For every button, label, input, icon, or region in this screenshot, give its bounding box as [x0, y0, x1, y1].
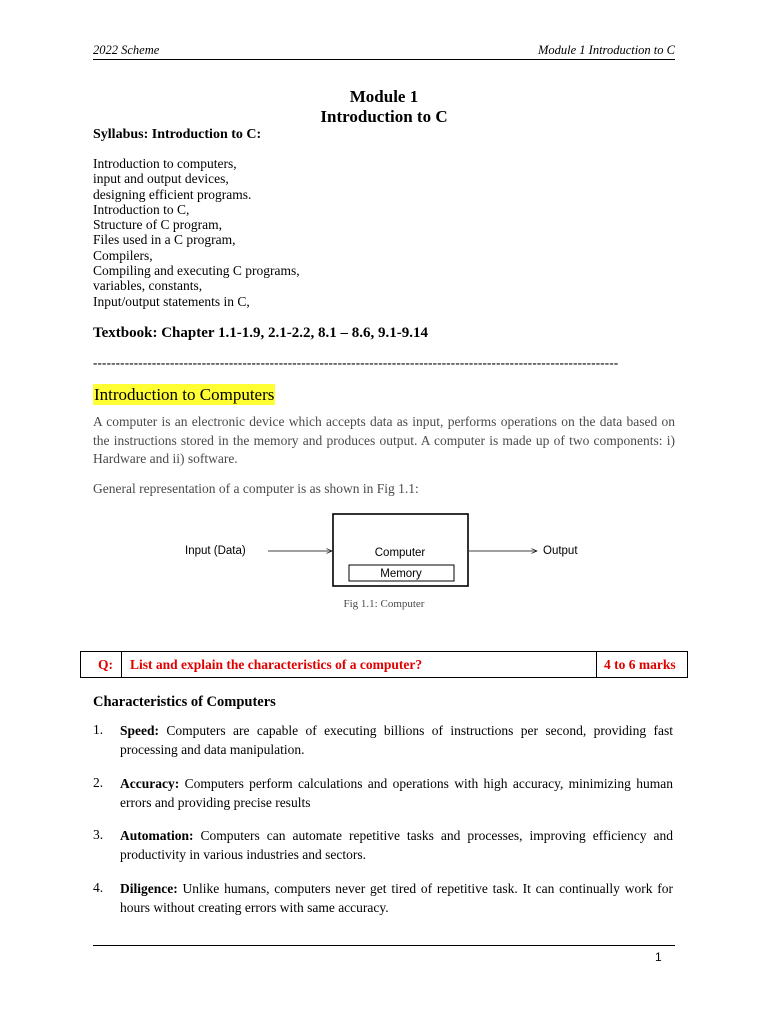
computer-diagram: [180, 510, 600, 590]
module-subtitle: Introduction to C: [320, 107, 448, 126]
computer-label: Computer: [374, 547, 426, 559]
syllabus-item: Compilers,: [93, 247, 153, 263]
question-label: Q:: [98, 657, 113, 672]
section-heading-highlighted: Introduction to Computers: [94, 385, 275, 404]
list-item-number: 1.: [93, 722, 104, 737]
list-item-number: 4.: [93, 880, 104, 895]
textbook-reference: Textbook: Chapter 1.1-1.9, 2.1-2.2, 8.1 – 8.6, 9.1-9.14: [93, 325, 429, 341]
page-number: 1: [655, 950, 662, 964]
header-left: 2022 Scheme: [93, 43, 160, 57]
list-item-term: Automation:: [120, 828, 194, 843]
question-divider: [121, 652, 122, 677]
figure-caption: Fig 1.1: Computer: [343, 598, 425, 610]
module-title: Module 1: [349, 87, 419, 106]
list-item-text: Computers perform calculations and operations with high accuracy, minimizing human errors and providing precise results: [120, 776, 673, 810]
dashed-separator: --------------------------------------------------------------------------------------------------------------------: [93, 355, 619, 370]
list-item-term: Diligence:: [120, 881, 178, 896]
question-text: List and explain the characteristics of a computer?: [130, 657, 423, 672]
question-table: [80, 651, 688, 678]
syllabus-item: designing efficient programs.: [93, 186, 252, 202]
representation-paragraph: General representation of a computer is as shown in Fig 1.1:: [93, 481, 419, 496]
header-right: Module 1 Introduction to C: [537, 43, 675, 57]
list-item-text: Unlike humans, computers never get tired of repetitive task. It can continually work for hours without creating errors with same accuracy.: [120, 881, 673, 915]
list-item-number: 2.: [93, 775, 104, 790]
list-item: [120, 775, 673, 812]
list-item: [120, 880, 673, 917]
syllabus-item: Introduction to C,: [93, 201, 190, 217]
output-label: Output: [543, 545, 578, 557]
syllabus-item: Input/output statements in C,: [93, 293, 250, 309]
syllabus-list: [93, 156, 300, 309]
syllabus-item: input and output devices,: [93, 171, 229, 187]
intro-paragraph: A computer is an electronic device which accepts data as input, performs operations on the data based on the instructions stored in the memory and produces output. A computer is made up of two components: i) Hardware and ii) software.: [93, 414, 675, 466]
syllabus-item: Compiling and executing C programs,: [93, 263, 300, 279]
marks-divider: [596, 652, 597, 677]
footer-rule: [93, 945, 675, 946]
header-rule: [93, 59, 675, 60]
list-item-term: Speed:: [120, 723, 160, 738]
memory-label: Memory: [380, 568, 422, 580]
list-item-text: Computers can automate repetitive tasks and processes, improving efficiency and productivity in various industries and sectors.: [120, 828, 673, 862]
syllabus-item: Structure of C program,: [93, 217, 222, 233]
question-marks: 4 to 6 marks: [604, 657, 676, 672]
list-item-text: Computers are capable of executing billions of instructions per second, providing fast processing and data manipulation.: [120, 723, 673, 757]
syllabus-item: Introduction to computers,: [93, 156, 237, 171]
list-item: [120, 827, 673, 864]
syllabus-heading: Syllabus: Introduction to C:: [93, 127, 262, 142]
list-item-term: Accuracy:: [120, 776, 180, 791]
input-label: Input (Data): [185, 545, 246, 557]
list-item: [120, 722, 673, 759]
syllabus-item: variables, constants,: [93, 278, 203, 294]
syllabus-item: Files used in a C program,: [93, 232, 236, 248]
characteristics-heading: Characteristics of Computers: [93, 694, 276, 710]
list-item-number: 3.: [93, 827, 104, 842]
